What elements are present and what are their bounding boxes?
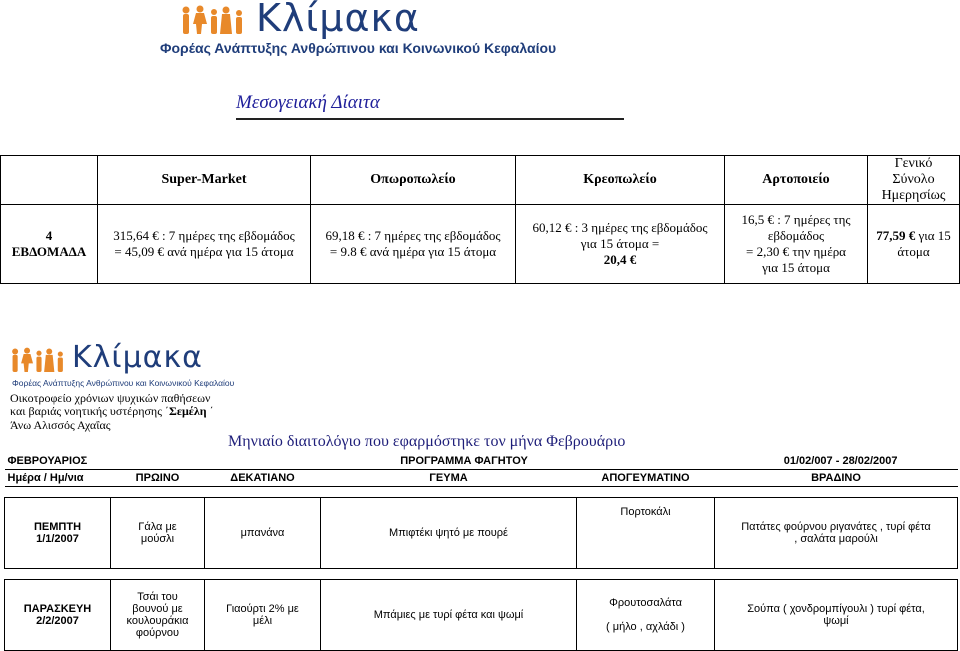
cost-header-bakery: Αρτοποιείο bbox=[725, 156, 868, 205]
col-day: Ημέρα / Ημ/νια bbox=[5, 470, 111, 487]
supermarket-line: = 45,09 € ανά ημέρα για 15 άτομα bbox=[114, 244, 294, 259]
institution-line-2-prefix: και βαριάς νοητικής υστέρησης ΄ bbox=[10, 404, 169, 418]
day-date: 2/2/2007 bbox=[36, 615, 79, 627]
klimaka-logo bbox=[160, 0, 557, 60]
menu-day-row bbox=[5, 580, 958, 651]
col-afternoon: ΑΠΟΓΕΥΜΑΤΙΝΟ bbox=[577, 470, 715, 487]
greengrocer-line: = 9.8 € ανά ημέρα για 15 άτομα bbox=[329, 244, 497, 259]
col-breakfast: ΠΡΩΙΝΟ bbox=[111, 470, 205, 487]
col-dinner: ΒΡΑΔΙΝΟ bbox=[715, 470, 958, 487]
menu-program-row bbox=[5, 453, 958, 470]
col-snack: ΔΕΚΑΤΙΑΝΟ bbox=[205, 470, 321, 487]
meal-line: , σαλάτα μαρούλι bbox=[794, 533, 878, 545]
meal-line: Γάλα με bbox=[138, 521, 177, 533]
supermarket-line: 315,64 € : 7 ημέρες της εβδομάδος bbox=[113, 228, 295, 243]
butcher-line: 60,12 € : 3 ημέρες της εβδομάδος bbox=[532, 220, 708, 235]
meal-line: Πατάτες φούρνου ριγανάτες , τυρί φέτα bbox=[741, 521, 931, 533]
institution-line-1: Οικοτροφείο χρόνιων ψυχικών παθήσεων bbox=[10, 391, 211, 405]
bakery-line: εβδομάδος bbox=[767, 228, 825, 243]
meal-line: Τσάι του bbox=[137, 591, 178, 603]
daily-total bbox=[868, 205, 960, 284]
menu-gap bbox=[5, 569, 958, 580]
subtitle-underline bbox=[236, 118, 624, 120]
greengrocer-cost bbox=[311, 205, 516, 284]
logo-wordmark: Κλίμακα bbox=[72, 340, 203, 375]
institution-name: Σεμέλη bbox=[168, 404, 207, 418]
weekly-cost-table bbox=[0, 155, 960, 284]
bakery-cost bbox=[725, 205, 868, 284]
institution-line-2 bbox=[10, 404, 214, 419]
bakery-line: = 2,30 € την ημέρα bbox=[745, 244, 846, 259]
menu-program-title: ΠΡΟΓΡΑΜΜΑ ΦΑΓΗΤΟΥ bbox=[205, 453, 577, 470]
cost-header-blank bbox=[1, 156, 98, 205]
menu-day-row bbox=[5, 498, 958, 569]
menu-month: ΦΕΒΡΟΥΑΡΙΟΣ bbox=[5, 453, 205, 470]
bakery-line: 16,5 € : 7 ημέρες της bbox=[741, 212, 851, 227]
daily-total-amount: 77,59 € bbox=[876, 228, 916, 243]
day-cell bbox=[5, 580, 111, 651]
meal-line: Μπιφτέκι ψητό με πουρέ bbox=[389, 527, 508, 539]
meal-line: Πορτοκάλι bbox=[620, 506, 671, 518]
greengrocer-line: 69,18 € : 7 ημέρες της εβδομάδος bbox=[325, 228, 501, 243]
col-lunch: ΓΕΥΜΑ bbox=[321, 470, 577, 487]
logo-tagline: Φορέας Ανάπτυξης Ανθρώπινου και Κοινωνικού Κεφαλαίου bbox=[12, 378, 235, 388]
day-cell bbox=[5, 498, 111, 569]
dinner-cell bbox=[715, 498, 958, 569]
butcher-line: για 15 άτομα = bbox=[580, 236, 660, 251]
day-name: ΠΑΡΑΣΚΕΥΗ bbox=[23, 603, 92, 615]
snack-cell bbox=[205, 580, 321, 651]
meal-line: ψωμί bbox=[823, 615, 849, 627]
day-date: 1/1/2007 bbox=[36, 533, 79, 545]
supermarket-cost bbox=[98, 205, 311, 284]
menu-title: Μηνιαίο διαιτολόγιο που εφαρμόστηκε τον μήνα Φεβρουάριο bbox=[228, 433, 626, 450]
meal-line: Φρουτοσαλάτα bbox=[609, 597, 682, 609]
afternoon-cell bbox=[577, 498, 715, 569]
breakfast-cell bbox=[111, 498, 205, 569]
logo-tagline: Φορέας Ανάπτυξης Ανθρώπινου και Κοινωνικού Κεφαλαίου bbox=[160, 40, 557, 56]
dinner-cell bbox=[715, 580, 958, 651]
snack-cell bbox=[205, 498, 321, 569]
breakfast-cell bbox=[111, 580, 205, 651]
logo-wordmark: Κλίμακα bbox=[256, 0, 420, 40]
lunch-cell bbox=[321, 498, 577, 569]
menu-period: 01/02/007 - 28/02/2007 bbox=[577, 453, 958, 470]
meal-line: μπανάνα bbox=[240, 527, 285, 539]
bakery-line: για 15 άτομα bbox=[762, 260, 830, 275]
afternoon-cell bbox=[577, 580, 715, 651]
cost-header-butcher: Κρεοπωλείο bbox=[516, 156, 725, 205]
cost-header-total: Γενικό Σύνολο Ημερησίως bbox=[868, 156, 960, 205]
daily-total-note: για 15 άτομα bbox=[897, 228, 951, 259]
week-word: ΕΒΔΟΜΑΔΑ bbox=[11, 244, 87, 259]
menu-column-headers bbox=[5, 470, 958, 487]
day-name: ΠΕΜΠΤΗ bbox=[33, 521, 82, 533]
people-figures-icon bbox=[10, 346, 68, 374]
cost-header-row bbox=[1, 156, 960, 205]
week-label bbox=[1, 205, 98, 284]
menu-table bbox=[4, 453, 958, 651]
meal-line: φούρνου bbox=[135, 627, 180, 639]
cost-week-row bbox=[1, 205, 960, 284]
meal-line: μέλι bbox=[252, 615, 273, 627]
institution-line-2-suffix: ΄ bbox=[206, 404, 214, 418]
meal-line: Μπάμιες με τυρί φέτα και ψωμί bbox=[373, 609, 524, 621]
butcher-total: 20,4 € bbox=[603, 252, 637, 267]
klimaka-logo-small bbox=[10, 342, 270, 390]
week-number: 4 bbox=[45, 228, 53, 243]
meal-line: κουλουράκια bbox=[126, 615, 189, 627]
meal-line bbox=[580, 609, 711, 621]
cost-header-greengrocer: Οπωροπωλείο bbox=[311, 156, 516, 205]
people-figures-icon bbox=[180, 4, 248, 36]
institution-location: Άνω Αλισσός Αχαΐας bbox=[10, 418, 111, 432]
butcher-cost bbox=[516, 205, 725, 284]
meal-line: Σούπα ( χονδρομπίγουλι ) τυρί φέτα, bbox=[747, 603, 925, 615]
meal-line: ( μήλο , αχλάδι ) bbox=[606, 621, 685, 633]
cost-header-supermarket: Super-Market bbox=[98, 156, 311, 205]
lunch-cell bbox=[321, 580, 577, 651]
meal-line: Γιαούρτι 2% με bbox=[226, 603, 299, 615]
meal-line: μούσλι bbox=[140, 533, 175, 545]
menu-gap bbox=[5, 487, 958, 498]
meal-line: βουνού με bbox=[132, 603, 183, 615]
page-subtitle: Μεσογειακή Δίαιτα bbox=[236, 92, 380, 113]
